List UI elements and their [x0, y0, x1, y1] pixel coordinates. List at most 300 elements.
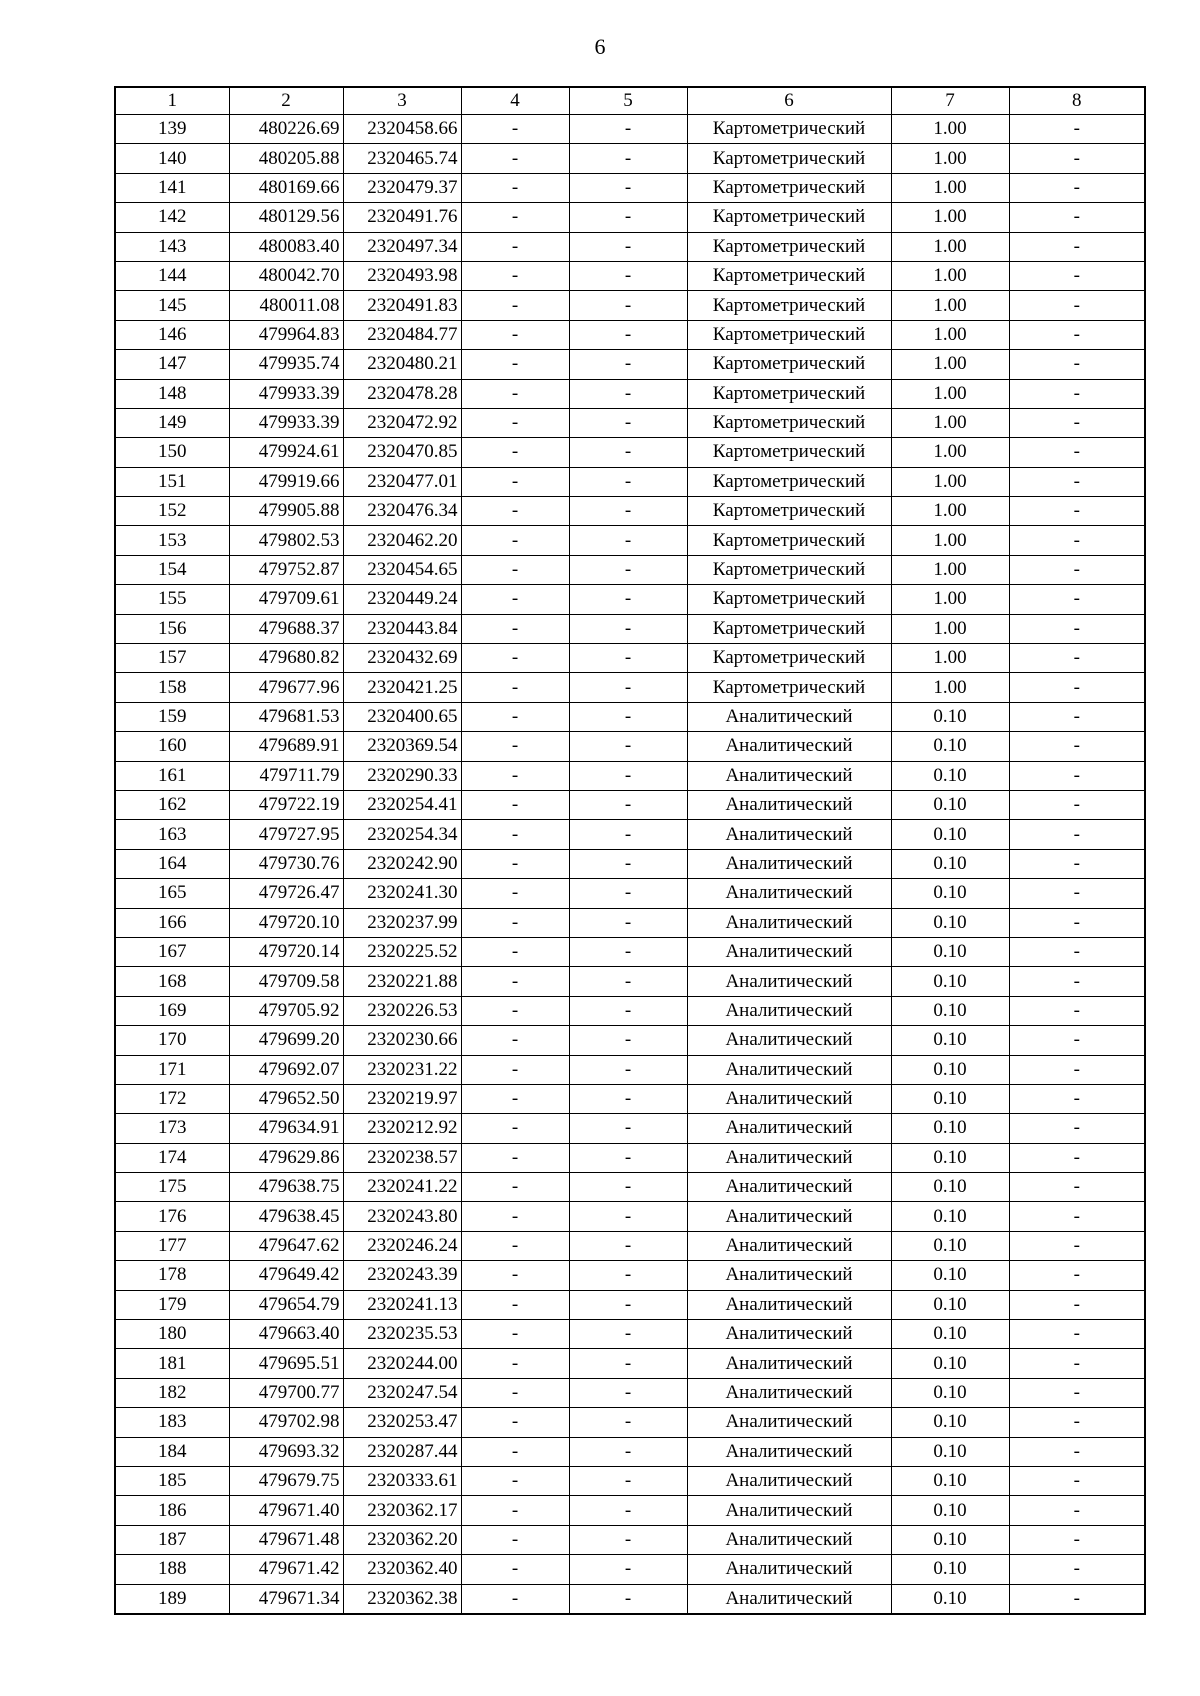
col4-cell: - [461, 1496, 569, 1525]
x-coordinate-cell: 479700.77 [229, 1378, 343, 1407]
table-row [115, 1084, 1145, 1113]
col5-cell: - [569, 1408, 687, 1437]
y-coordinate-cell: 2320470.85 [343, 438, 461, 467]
col4-cell: - [461, 1202, 569, 1231]
x-coordinate-cell: 479689.91 [229, 732, 343, 761]
col8-cell: - [1009, 173, 1145, 202]
col4-cell: - [461, 644, 569, 673]
table-row [115, 732, 1145, 761]
col8-cell: - [1009, 379, 1145, 408]
col4-cell: - [461, 879, 569, 908]
x-coordinate-cell: 479663.40 [229, 1320, 343, 1349]
col8-cell: - [1009, 1584, 1145, 1614]
table-row [115, 232, 1145, 261]
point-number-cell: 187 [115, 1525, 229, 1554]
col8-cell: - [1009, 144, 1145, 173]
x-coordinate-cell: 480129.56 [229, 203, 343, 232]
point-number-cell: 151 [115, 467, 229, 496]
table-row [115, 1555, 1145, 1584]
accuracy-cell: 1.00 [891, 673, 1009, 702]
table-row [115, 761, 1145, 790]
accuracy-cell: 0.10 [891, 1261, 1009, 1290]
method-cell: Аналитический [687, 1084, 891, 1113]
col4-cell: - [461, 1084, 569, 1113]
method-cell: Аналитический [687, 937, 891, 966]
point-number-cell: 181 [115, 1349, 229, 1378]
table-row [115, 1408, 1145, 1437]
method-cell: Аналитический [687, 1378, 891, 1407]
method-cell: Аналитический [687, 908, 891, 937]
y-coordinate-cell: 2320244.00 [343, 1349, 461, 1378]
col5-cell: - [569, 1466, 687, 1495]
method-cell: Аналитический [687, 1055, 891, 1084]
col4-cell: - [461, 497, 569, 526]
col4-cell: - [461, 408, 569, 437]
col4-cell: - [461, 585, 569, 614]
x-coordinate-cell: 479933.39 [229, 408, 343, 437]
col4-cell: - [461, 761, 569, 790]
col8-cell: - [1009, 232, 1145, 261]
y-coordinate-cell: 2320238.57 [343, 1143, 461, 1172]
col4-cell: - [461, 790, 569, 819]
col5-cell: - [569, 790, 687, 819]
col8-cell: - [1009, 879, 1145, 908]
method-cell: Картометрический [687, 261, 891, 290]
point-number-cell: 159 [115, 702, 229, 731]
x-coordinate-cell: 479693.32 [229, 1437, 343, 1466]
accuracy-cell: 1.00 [891, 173, 1009, 202]
table-row [115, 526, 1145, 555]
table-row [115, 438, 1145, 467]
point-number-cell: 183 [115, 1408, 229, 1437]
col8-cell: - [1009, 1231, 1145, 1260]
accuracy-cell: 1.00 [891, 438, 1009, 467]
accuracy-cell: 1.00 [891, 526, 1009, 555]
col5-cell: - [569, 967, 687, 996]
col8-cell: - [1009, 1555, 1145, 1584]
method-cell: Аналитический [687, 1114, 891, 1143]
point-number-cell: 176 [115, 1202, 229, 1231]
col5-cell: - [569, 1055, 687, 1084]
x-coordinate-cell: 479671.48 [229, 1525, 343, 1554]
table-row [115, 1231, 1145, 1260]
x-coordinate-cell: 479727.95 [229, 820, 343, 849]
col5-cell: - [569, 497, 687, 526]
table-row [115, 173, 1145, 202]
point-number-cell: 143 [115, 232, 229, 261]
table-row [115, 820, 1145, 849]
accuracy-cell: 1.00 [891, 467, 1009, 496]
method-cell: Картометрический [687, 408, 891, 437]
col4-cell: - [461, 1114, 569, 1143]
col5-cell: - [569, 379, 687, 408]
col8-cell: - [1009, 261, 1145, 290]
point-number-cell: 165 [115, 879, 229, 908]
col4-cell: - [461, 849, 569, 878]
col8-cell: - [1009, 115, 1145, 144]
point-number-cell: 145 [115, 291, 229, 320]
col4-cell: - [461, 526, 569, 555]
accuracy-cell: 1.00 [891, 555, 1009, 584]
col4-cell: - [461, 203, 569, 232]
col5-cell: - [569, 203, 687, 232]
table-row [115, 555, 1145, 584]
col5-cell: - [569, 467, 687, 496]
point-number-cell: 147 [115, 350, 229, 379]
method-cell: Аналитический [687, 1202, 891, 1231]
method-cell: Картометрический [687, 379, 891, 408]
y-coordinate-cell: 2320231.22 [343, 1055, 461, 1084]
x-coordinate-cell: 479638.75 [229, 1173, 343, 1202]
col5-cell: - [569, 526, 687, 555]
col8-cell: - [1009, 1290, 1145, 1319]
table-row [115, 497, 1145, 526]
col8-cell: - [1009, 937, 1145, 966]
method-cell: Аналитический [687, 702, 891, 731]
x-coordinate-cell: 479679.75 [229, 1466, 343, 1495]
point-number-cell: 175 [115, 1173, 229, 1202]
col4-cell: - [461, 232, 569, 261]
method-cell: Картометрический [687, 203, 891, 232]
method-cell: Картометрический [687, 320, 891, 349]
method-cell: Аналитический [687, 1466, 891, 1495]
table-row [115, 1202, 1145, 1231]
point-number-cell: 146 [115, 320, 229, 349]
accuracy-cell: 0.10 [891, 1143, 1009, 1172]
point-number-cell: 154 [115, 555, 229, 584]
accuracy-cell: 0.10 [891, 702, 1009, 731]
x-coordinate-cell: 479705.92 [229, 996, 343, 1025]
col5-cell: - [569, 1026, 687, 1055]
table-row [115, 908, 1145, 937]
col5-cell: - [569, 1496, 687, 1525]
y-coordinate-cell: 2320226.53 [343, 996, 461, 1025]
point-number-cell: 177 [115, 1231, 229, 1260]
col5-cell: - [569, 1202, 687, 1231]
x-coordinate-cell: 479933.39 [229, 379, 343, 408]
col8-cell: - [1009, 438, 1145, 467]
col4-cell: - [461, 996, 569, 1025]
col8-cell: - [1009, 849, 1145, 878]
col8-cell: - [1009, 1408, 1145, 1437]
col8-cell: - [1009, 497, 1145, 526]
column-header: 8 [1009, 87, 1145, 115]
table-row [115, 408, 1145, 437]
table-row [115, 967, 1145, 996]
table-row [115, 1114, 1145, 1143]
method-cell: Картометрический [687, 173, 891, 202]
table-row [115, 203, 1145, 232]
accuracy-cell: 0.10 [891, 1555, 1009, 1584]
col4-cell: - [461, 291, 569, 320]
col8-cell: - [1009, 467, 1145, 496]
col8-cell: - [1009, 555, 1145, 584]
accuracy-cell: 0.10 [891, 1584, 1009, 1614]
point-number-cell: 167 [115, 937, 229, 966]
point-number-cell: 180 [115, 1320, 229, 1349]
point-number-cell: 157 [115, 644, 229, 673]
accuracy-cell: 0.10 [891, 1026, 1009, 1055]
x-coordinate-cell: 479935.74 [229, 350, 343, 379]
y-coordinate-cell: 2320465.74 [343, 144, 461, 173]
col5-cell: - [569, 1261, 687, 1290]
col4-cell: - [461, 908, 569, 937]
col8-cell: - [1009, 1055, 1145, 1084]
x-coordinate-cell: 480011.08 [229, 291, 343, 320]
col8-cell: - [1009, 526, 1145, 555]
table-row [115, 1378, 1145, 1407]
col4-cell: - [461, 320, 569, 349]
table-row [115, 849, 1145, 878]
point-number-cell: 163 [115, 820, 229, 849]
col4-cell: - [461, 1143, 569, 1172]
point-number-cell: 139 [115, 115, 229, 144]
col8-cell: - [1009, 1143, 1145, 1172]
col8-cell: - [1009, 967, 1145, 996]
col8-cell: - [1009, 702, 1145, 731]
point-number-cell: 144 [115, 261, 229, 290]
method-cell: Аналитический [687, 761, 891, 790]
y-coordinate-cell: 2320369.54 [343, 732, 461, 761]
col5-cell: - [569, 702, 687, 731]
col5-cell: - [569, 1555, 687, 1584]
table-row [115, 996, 1145, 1025]
point-number-cell: 184 [115, 1437, 229, 1466]
column-header: 7 [891, 87, 1009, 115]
x-coordinate-cell: 479919.66 [229, 467, 343, 496]
col5-cell: - [569, 879, 687, 908]
col5-cell: - [569, 585, 687, 614]
accuracy-cell: 0.10 [891, 996, 1009, 1025]
method-cell: Картометрический [687, 144, 891, 173]
point-number-cell: 189 [115, 1584, 229, 1614]
x-coordinate-cell: 479722.19 [229, 790, 343, 819]
table-row [115, 1525, 1145, 1554]
accuracy-cell: 1.00 [891, 261, 1009, 290]
accuracy-cell: 1.00 [891, 497, 1009, 526]
y-coordinate-cell: 2320221.88 [343, 967, 461, 996]
col5-cell: - [569, 144, 687, 173]
method-cell: Аналитический [687, 1261, 891, 1290]
table-row [115, 379, 1145, 408]
accuracy-cell: 0.10 [891, 1349, 1009, 1378]
col4-cell: - [461, 1055, 569, 1084]
x-coordinate-cell: 480226.69 [229, 115, 343, 144]
col8-cell: - [1009, 761, 1145, 790]
method-cell: Аналитический [687, 967, 891, 996]
method-cell: Аналитический [687, 1143, 891, 1172]
method-cell: Картометрический [687, 585, 891, 614]
y-coordinate-cell: 2320243.80 [343, 1202, 461, 1231]
method-cell: Картометрический [687, 232, 891, 261]
point-number-cell: 150 [115, 438, 229, 467]
accuracy-cell: 0.10 [891, 1378, 1009, 1407]
y-coordinate-cell: 2320287.44 [343, 1437, 461, 1466]
accuracy-cell: 0.10 [891, 1466, 1009, 1495]
y-coordinate-cell: 2320219.97 [343, 1084, 461, 1113]
accuracy-cell: 0.10 [891, 790, 1009, 819]
y-coordinate-cell: 2320497.34 [343, 232, 461, 261]
col5-cell: - [569, 350, 687, 379]
col4-cell: - [461, 467, 569, 496]
col8-cell: - [1009, 1525, 1145, 1554]
table-row [115, 1143, 1145, 1172]
table-row [115, 1026, 1145, 1055]
col8-cell: - [1009, 820, 1145, 849]
x-coordinate-cell: 479652.50 [229, 1084, 343, 1113]
col4-cell: - [461, 115, 569, 144]
point-number-cell: 179 [115, 1290, 229, 1319]
accuracy-cell: 0.10 [891, 879, 1009, 908]
col5-cell: - [569, 761, 687, 790]
method-cell: Картометрический [687, 526, 891, 555]
col8-cell: - [1009, 203, 1145, 232]
accuracy-cell: 1.00 [891, 585, 1009, 614]
col5-cell: - [569, 173, 687, 202]
point-number-cell: 148 [115, 379, 229, 408]
accuracy-cell: 0.10 [891, 732, 1009, 761]
point-number-cell: 173 [115, 1114, 229, 1143]
method-cell: Картометрический [687, 497, 891, 526]
table-row [115, 673, 1145, 702]
method-cell: Аналитический [687, 1525, 891, 1554]
column-header: 2 [229, 87, 343, 115]
table-row [115, 1173, 1145, 1202]
col4-cell: - [461, 1261, 569, 1290]
col5-cell: - [569, 1290, 687, 1319]
point-number-cell: 185 [115, 1466, 229, 1495]
column-header: 3 [343, 87, 461, 115]
table-row [115, 644, 1145, 673]
col5-cell: - [569, 820, 687, 849]
x-coordinate-cell: 479695.51 [229, 1349, 343, 1378]
y-coordinate-cell: 2320400.65 [343, 702, 461, 731]
col4-cell: - [461, 1525, 569, 1554]
col4-cell: - [461, 1408, 569, 1437]
accuracy-cell: 0.10 [891, 1055, 1009, 1084]
col5-cell: - [569, 1320, 687, 1349]
col5-cell: - [569, 1525, 687, 1554]
accuracy-cell: 0.10 [891, 820, 1009, 849]
col4-cell: - [461, 673, 569, 702]
point-number-cell: 141 [115, 173, 229, 202]
point-number-cell: 158 [115, 673, 229, 702]
col4-cell: - [461, 1378, 569, 1407]
method-cell: Аналитический [687, 732, 891, 761]
y-coordinate-cell: 2320362.38 [343, 1584, 461, 1614]
col4-cell: - [461, 614, 569, 643]
x-coordinate-cell: 479720.14 [229, 937, 343, 966]
point-number-cell: 164 [115, 849, 229, 878]
point-number-cell: 162 [115, 790, 229, 819]
x-coordinate-cell: 479629.86 [229, 1143, 343, 1172]
accuracy-cell: 0.10 [891, 967, 1009, 996]
col5-cell: - [569, 1349, 687, 1378]
point-number-cell: 182 [115, 1378, 229, 1407]
method-cell: Аналитический [687, 1349, 891, 1378]
point-number-cell: 153 [115, 526, 229, 555]
point-number-cell: 170 [115, 1026, 229, 1055]
x-coordinate-cell: 479702.98 [229, 1408, 343, 1437]
accuracy-cell: 0.10 [891, 1496, 1009, 1525]
col8-cell: - [1009, 732, 1145, 761]
col8-cell: - [1009, 320, 1145, 349]
table-row [115, 1466, 1145, 1495]
point-number-cell: 149 [115, 408, 229, 437]
point-number-cell: 152 [115, 497, 229, 526]
y-coordinate-cell: 2320241.30 [343, 879, 461, 908]
accuracy-cell: 0.10 [891, 1408, 1009, 1437]
table-row [115, 585, 1145, 614]
table-row [115, 1437, 1145, 1466]
y-coordinate-cell: 2320472.92 [343, 408, 461, 437]
col4-cell: - [461, 144, 569, 173]
accuracy-cell: 1.00 [891, 350, 1009, 379]
table-row [115, 467, 1145, 496]
y-coordinate-cell: 2320491.83 [343, 291, 461, 320]
x-coordinate-cell: 479699.20 [229, 1026, 343, 1055]
table-row [115, 937, 1145, 966]
accuracy-cell: 1.00 [891, 614, 1009, 643]
col5-cell: - [569, 291, 687, 320]
x-coordinate-cell: 479649.42 [229, 1261, 343, 1290]
x-coordinate-cell: 479730.76 [229, 849, 343, 878]
col8-cell: - [1009, 1026, 1145, 1055]
table-row [115, 702, 1145, 731]
accuracy-cell: 0.10 [891, 1173, 1009, 1202]
method-cell: Картометрический [687, 673, 891, 702]
col8-cell: - [1009, 1437, 1145, 1466]
col4-cell: - [461, 379, 569, 408]
y-coordinate-cell: 2320479.37 [343, 173, 461, 202]
col4-cell: - [461, 1173, 569, 1202]
accuracy-cell: 0.10 [891, 1437, 1009, 1466]
point-number-cell: 186 [115, 1496, 229, 1525]
y-coordinate-cell: 2320237.99 [343, 908, 461, 937]
y-coordinate-cell: 2320241.13 [343, 1290, 461, 1319]
col5-cell: - [569, 408, 687, 437]
page-number: 6 [594, 34, 606, 59]
column-header: 1 [115, 87, 229, 115]
accuracy-cell: 0.10 [891, 1290, 1009, 1319]
col4-cell: - [461, 820, 569, 849]
point-number-cell: 188 [115, 1555, 229, 1584]
col8-cell: - [1009, 996, 1145, 1025]
col5-cell: - [569, 232, 687, 261]
col8-cell: - [1009, 673, 1145, 702]
accuracy-cell: 0.10 [891, 908, 1009, 937]
y-coordinate-cell: 2320333.61 [343, 1466, 461, 1495]
table-row [115, 261, 1145, 290]
col8-cell: - [1009, 614, 1145, 643]
col8-cell: - [1009, 408, 1145, 437]
table-row [115, 1496, 1145, 1525]
col5-cell: - [569, 644, 687, 673]
accuracy-cell: 0.10 [891, 1084, 1009, 1113]
col5-cell: - [569, 1437, 687, 1466]
method-cell: Картометрический [687, 644, 891, 673]
x-coordinate-cell: 479964.83 [229, 320, 343, 349]
point-number-cell: 155 [115, 585, 229, 614]
col5-cell: - [569, 261, 687, 290]
method-cell: Аналитический [687, 1231, 891, 1260]
accuracy-cell: 1.00 [891, 291, 1009, 320]
point-number-cell: 178 [115, 1261, 229, 1290]
method-cell: Аналитический [687, 1437, 891, 1466]
col4-cell: - [461, 1026, 569, 1055]
x-coordinate-cell: 479638.45 [229, 1202, 343, 1231]
x-coordinate-cell: 479720.10 [229, 908, 343, 937]
